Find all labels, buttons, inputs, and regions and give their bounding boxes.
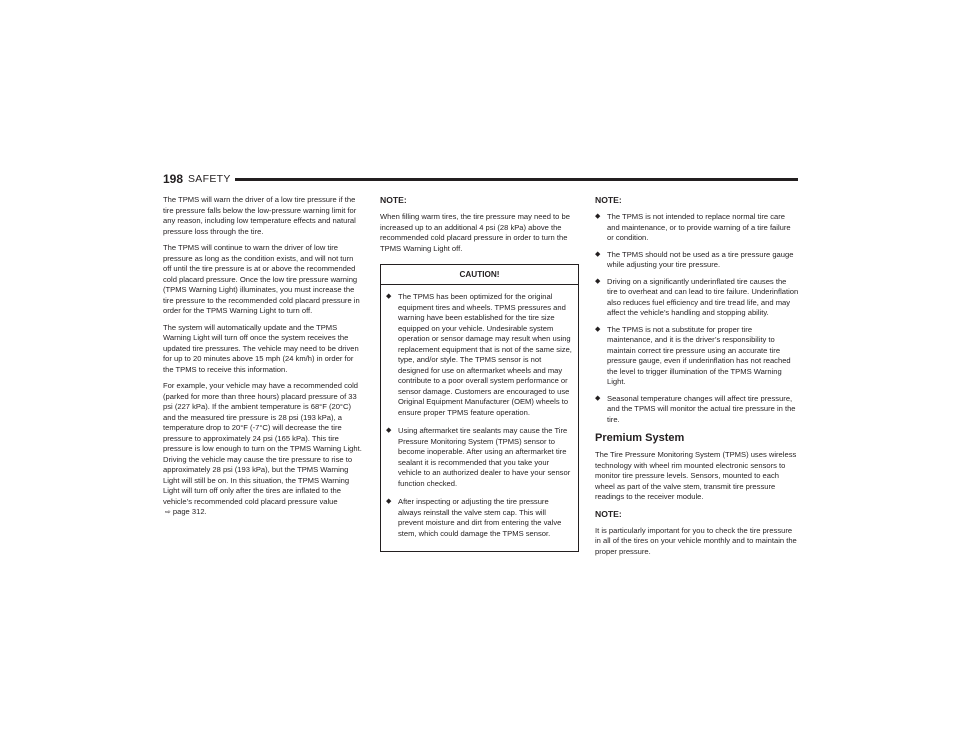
paragraph: The TPMS will warn the driver of a low tire pressure if the tire pressure falls below the low-pressure warning limit for any reason, including low temperature effects and natural pressure loss through the tire. (163, 195, 357, 236)
note-label: NOTE: (595, 508, 622, 519)
header-rule (235, 178, 798, 181)
note-label: NOTE: (380, 195, 407, 205)
list-item: ◆ The TPMS is not intended to replace normal tire care and maintenance, or to provide warning of a tire failure or condition. (595, 212, 799, 244)
section-heading: Premium System (595, 432, 685, 444)
paragraph: The TPMS will continue to warn the driver of low tire pressure as long as the condition exists, and will not turn off until the tire pressure is at or above the recommended cold placard pressure. Once the low tire pressure warning (TPMS Warning Light) illuminates, you must increase the tire pressure to the recommended cold placard pressure in order for the TPMS Warning Light to turn off. (163, 243, 360, 315)
list-item: ◆ Using aftermarket tire sealants may cause the Tire Pressure Monitoring System (TPMS) sensor to become inoperable. After using an aftermarket tire sealant it is recommended that you take your vehicle to an authorized dealer to have your sensor function checked. (386, 426, 573, 489)
paragraph (163, 381, 363, 519)
caution-box (380, 264, 579, 552)
list-item: ◆ Seasonal temperature changes will affect tire pressure, and the TPMS will monitor the actual tire pressure in the tire. (595, 394, 799, 426)
caution-title: CAUTION! (381, 265, 578, 285)
note-list (595, 212, 799, 425)
list-item: ◆ The TPMS should not be used as a tire pressure gauge while adjusting your tire pressure. (595, 250, 799, 271)
paragraph: The system will automatically update and the TPMS Warning Light will turn off once the system receives the updated tire pressures. The vehicle may need to be driven for up to 20 minutes above 15 mph (24 km/h) in order for the TPMS to receive this information. (163, 322, 359, 374)
middle-column (380, 195, 580, 552)
page-header (163, 171, 798, 187)
paragraph: The Tire Pressure Monitoring System (TPMS) uses wireless technology with wheel rim mounted electronic sensors to monitor tire pressure levels. Sensors, mounted to each wheel as part of the valve stem, transmit tire pressure readings to the receiver module. (595, 450, 797, 501)
list-item: ◆ After inspecting or adjusting the tire pressure always reinstall the valve stem cap. This will prevent moisture and dirt from entering the valve stem, which could damage the TPMS sensor. (386, 497, 573, 539)
page-ref-link[interactable]: page 312. (172, 507, 207, 516)
page-ref-arrow-icon: ⇨ (165, 509, 171, 516)
list-item: ◆ Driving on a significantly underinflated tire causes the tire to overheat and can lead to tire failure. Underinflation also reduces fuel efficiency and tire tread life, and may affect the vehicle’s handling and stopping ability. (595, 277, 799, 319)
list-item: ◆ The TPMS is not a substitute for proper tire maintenance, and it is the driver’s responsibility to maintain correct tire pressure using an accurate tire pressure gauge, even if underinflation has not reached the level to trigger illumination of the TPMS Warning Light. (595, 325, 799, 388)
paragraph-text: For example, your vehicle may have a recommended cold (parked for more than three hours) placard pressure of 33 psi (227 kPa). If the ambient temperature is 68°F (20°C) and the measured tire pressure is 28 psi (193 kPa), a temperature drop to 20°F (-7°C) will decrease the tire pressure to approximately 24 psi (165 kPa). This tire pressure is low enough to turn on the TPMS Warning Light. Driving the vehicle may cause the tire pressure to rise to approximately 28 psi (193 kPa), but the TPMS Warning Light will still be on. In this situation, the TPMS Warning Light will turn off only after the tires are inflated to the vehicle’s recommended cold placard pressure value (163, 381, 362, 506)
list-item: ◆ The TPMS has been optimized for the original equipment tires and wheels. TPMS pressures and warning have been established for the tire size equipped on your vehicle. Undesirable system operation or sensor damage may result when using replacement equipment that is not of the same size, type, and/or style. The TPMS sensor is not designed for use on aftermarket wheels and may contribute to a poor overall system performance or sensor damage. Customers are encouraged to use Original Equipment Manufacturer (OEM) wheels to ensure proper TPMS feature operation. (386, 292, 573, 418)
page-number: 198 (163, 172, 184, 186)
left-column (163, 195, 363, 525)
right-column (595, 195, 799, 563)
section-title: SAFETY (188, 173, 231, 185)
note-label: NOTE: (595, 195, 622, 205)
caution-list (386, 292, 573, 539)
note-text: When filling warm tires, the tire pressure may need to be increased up to an additional 4 psi (28 kPa) above the recommended cold placard pressure in order to turn the TPMS Warning Light off. (380, 212, 570, 253)
note-text: It is particularly important for you to check the tire pressure in all of the tires on your vehicle monthly and to maintain the proper pressure. (595, 525, 797, 556)
